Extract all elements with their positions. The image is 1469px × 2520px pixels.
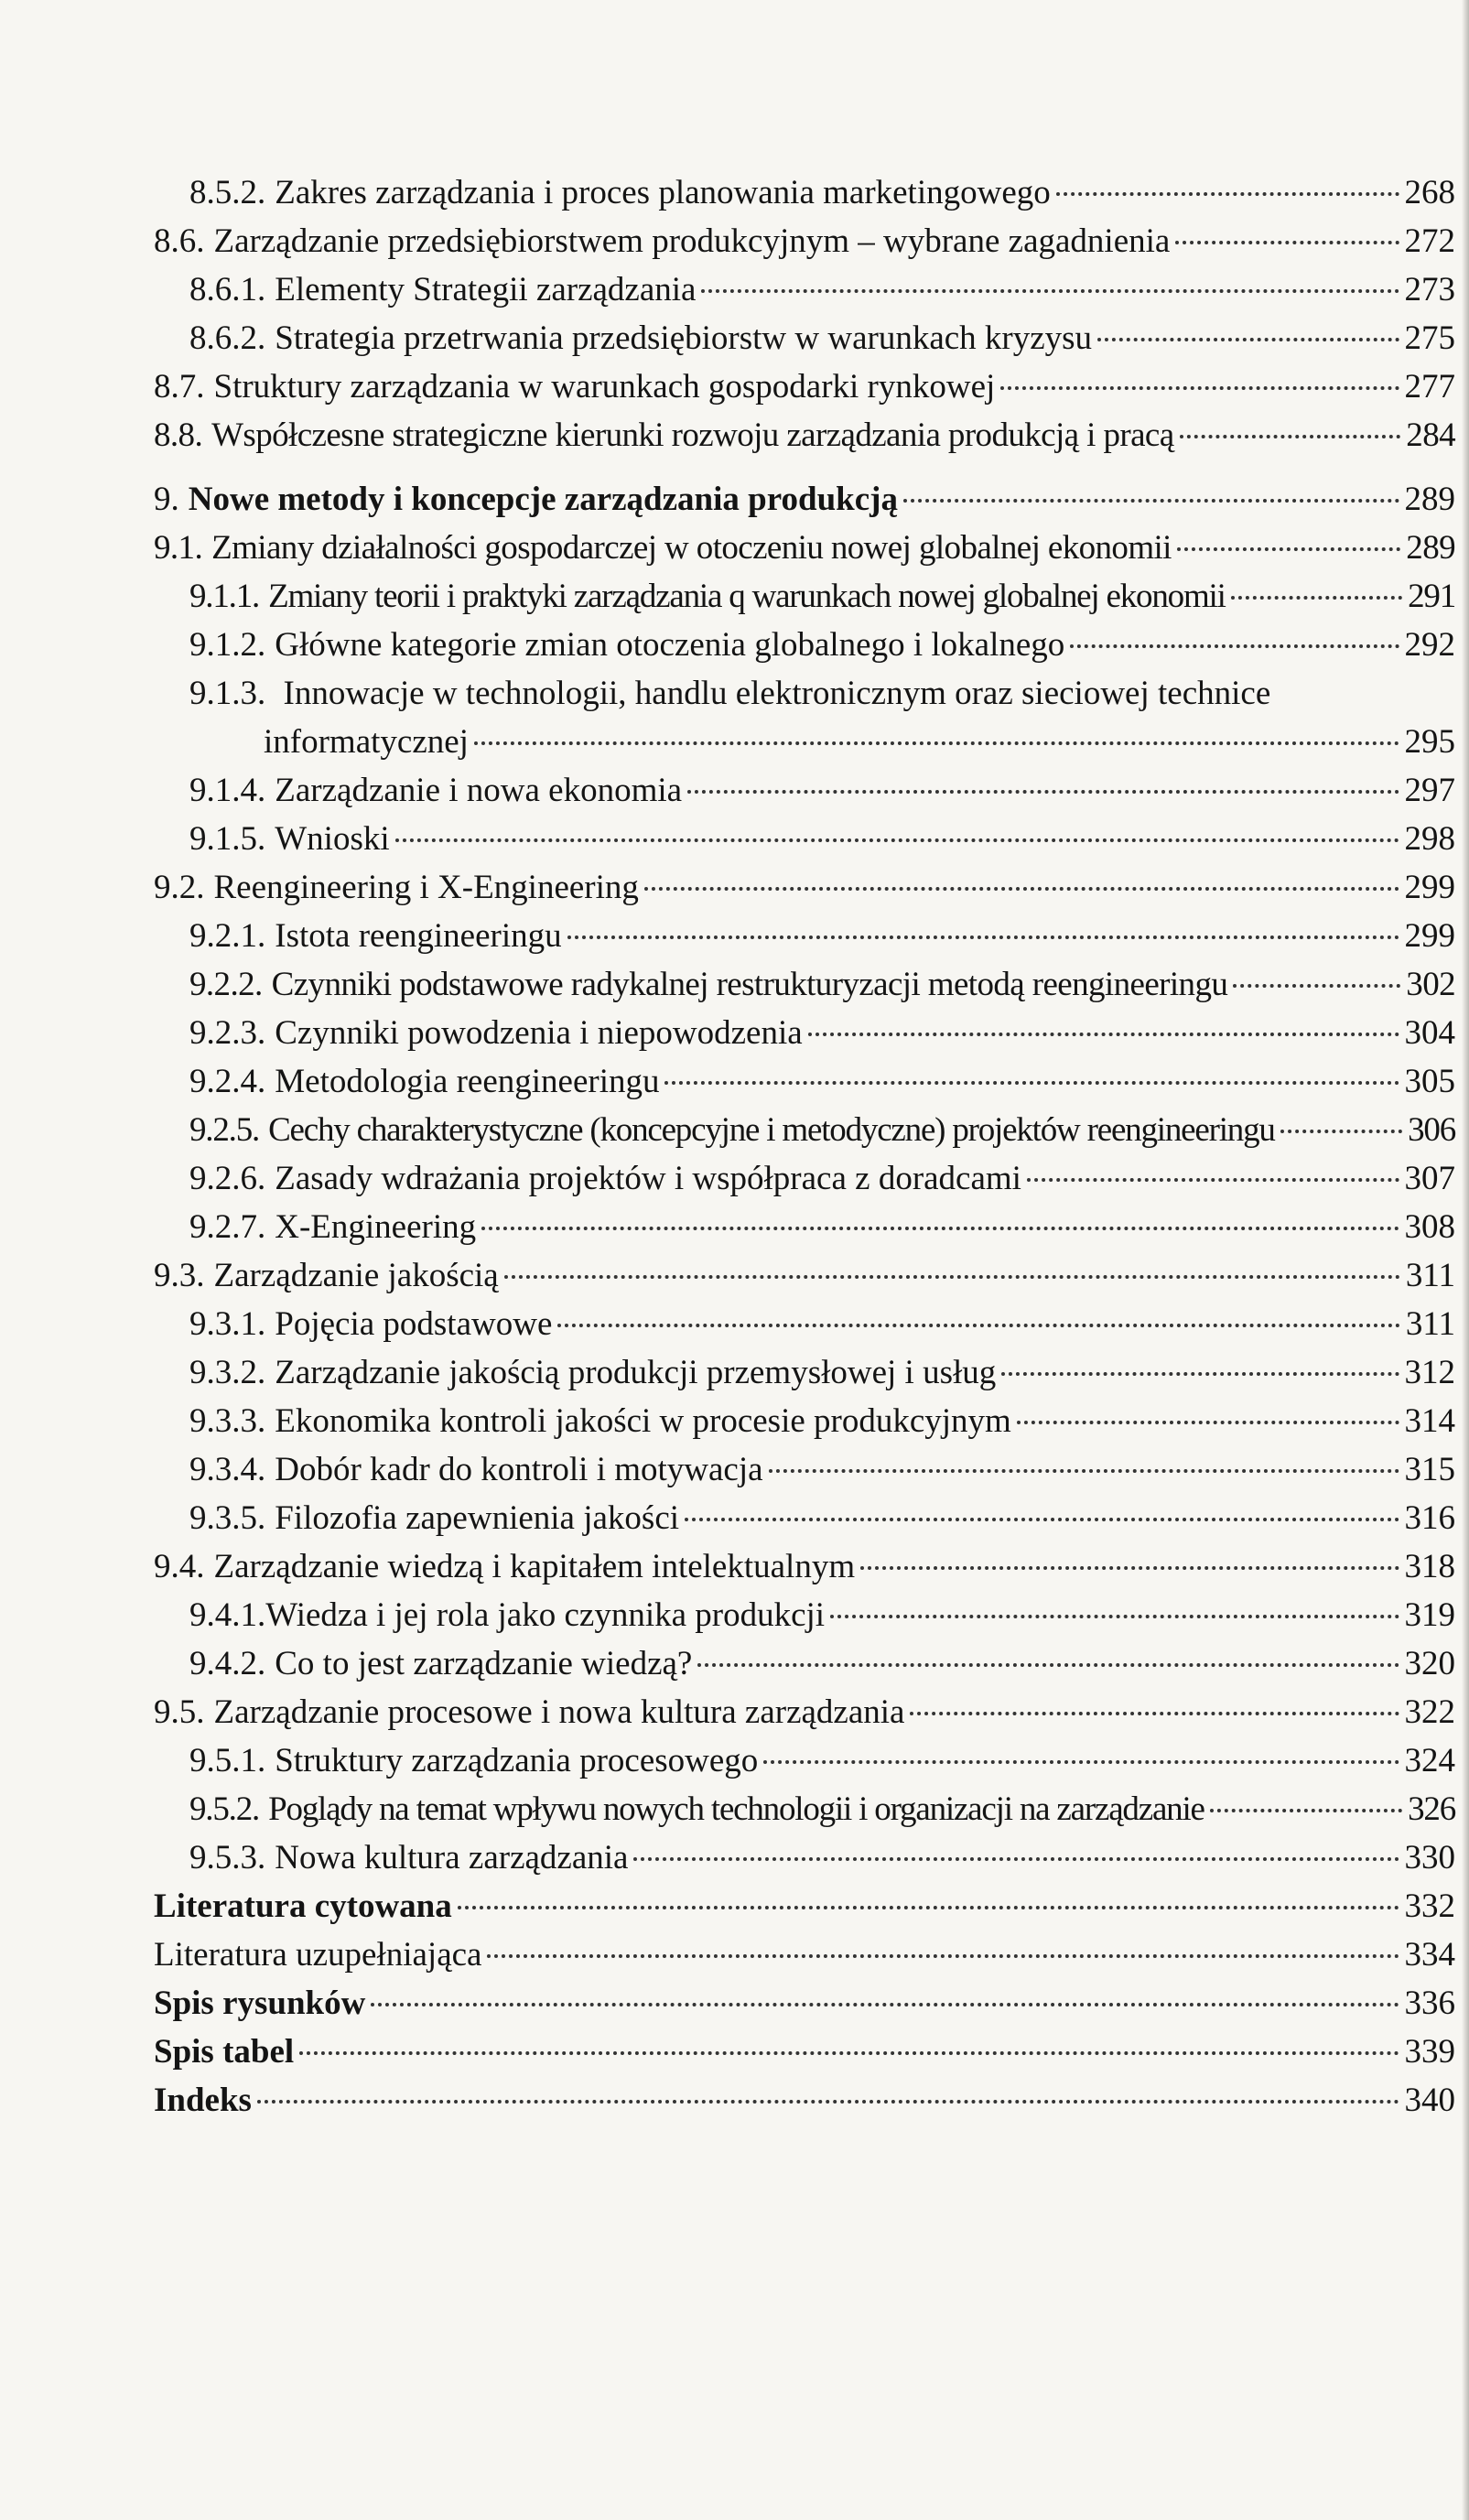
entry-number: 9.1. <box>154 529 203 567</box>
entry-title: Zasady wdrażania projektów i współpraca z doradcami <box>275 1160 1021 1197</box>
toc-entry[interactable] <box>189 1107 1455 1154</box>
toc-entry[interactable] <box>154 1689 1455 1736</box>
entry-title: Zarządzanie przedsiębiorstwem produkcyjnym – wybrane zagadnienia <box>213 222 1171 260</box>
dot-leader <box>763 1760 1399 1764</box>
dot-leader <box>257 2100 1399 2104</box>
dot-leader <box>769 1469 1399 1473</box>
entry-title: Filozofia zapewnienia jakości <box>275 1499 680 1537</box>
toc-chapter-entry[interactable] <box>154 476 1455 524</box>
toc-entry[interactable] <box>189 1592 1455 1639</box>
entry-number: 9.2.6. <box>189 1160 266 1197</box>
entry-page: 326 <box>1408 1790 1455 1828</box>
toc-entry[interactable] <box>154 525 1455 572</box>
entry-page: 315 <box>1404 1451 1455 1488</box>
dot-leader <box>1000 386 1399 390</box>
entry-number: 9.3. <box>154 1257 205 1294</box>
entry-number: 9.1.4. <box>189 772 266 809</box>
dot-leader <box>1180 435 1401 438</box>
entry-number: 9.1.1. <box>189 578 260 615</box>
entry-title: Struktury zarządzania w warunkach gospodarki rynkowej <box>213 368 996 406</box>
entry-title: Zmiany działalności gospodarczej w otoczeniu nowej globalnej ekonomii <box>211 529 1172 567</box>
toc-entry[interactable] <box>154 218 1455 265</box>
entry-number: 9.2.2. <box>189 966 263 1003</box>
toc-entry[interactable] <box>189 816 1455 863</box>
entry-title: Poglądy na temat wpływu nowych technologii i organizacji na zarządzanie <box>268 1790 1204 1828</box>
dot-leader <box>1001 1372 1399 1376</box>
entry-number: 9.2.7. <box>189 1208 266 1246</box>
toc-entry[interactable] <box>154 412 1455 460</box>
entry-number: 9.2.4. <box>189 1063 266 1100</box>
entry-page: 277 <box>1404 368 1455 406</box>
dot-leader <box>299 2051 1399 2055</box>
toc-entry[interactable] <box>189 1834 1455 1882</box>
toc-entry[interactable] <box>189 1204 1455 1251</box>
entry-title: Wiedza i jej rola jako czynnika produkcji <box>265 1596 826 1634</box>
toc-entry-first-line[interactable] <box>189 670 1270 718</box>
dot-leader <box>697 1663 1399 1667</box>
entry-page: 311 <box>1405 1257 1455 1294</box>
toc-backmatter-entry[interactable] <box>154 2028 1455 2076</box>
entry-number: 9.3.1. <box>189 1305 266 1343</box>
toc-entry[interactable] <box>189 767 1455 815</box>
entry-page: 324 <box>1404 1742 1455 1779</box>
toc-entry[interactable] <box>189 1446 1455 1494</box>
entry-title: Zmiany teorii i praktyki zarządzania q warunkach nowej globalnej ekonomii <box>268 578 1226 615</box>
dot-leader <box>1233 984 1400 988</box>
toc-entry[interactable] <box>189 1301 1455 1348</box>
toc-entry[interactable] <box>189 1058 1455 1106</box>
entry-page: 339 <box>1404 2033 1455 2071</box>
toc-entry[interactable] <box>189 1737 1455 1785</box>
entry-title: Reengineering i X-Engineering <box>213 869 639 906</box>
entry-title: Czynniki podstawowe radykalnej restrukturyzacji metodą reengineeringu <box>271 966 1228 1003</box>
entry-title: Strategia przetrwania przedsiębiorstw w warunkach kryzysu <box>275 319 1093 357</box>
dot-leader <box>687 790 1399 794</box>
dot-leader <box>567 936 1399 939</box>
entry-number: 9.3.5. <box>189 1499 266 1537</box>
entry-number: 9.3.4. <box>189 1451 266 1488</box>
entry-number: 9.2.3. <box>189 1014 266 1052</box>
dot-leader <box>860 1566 1399 1570</box>
toc-entry[interactable] <box>189 315 1455 362</box>
entry-page: 319 <box>1404 1596 1455 1634</box>
entry-number: 9.5. <box>154 1693 205 1731</box>
entry-page: 314 <box>1404 1402 1455 1440</box>
dot-leader <box>1027 1178 1399 1182</box>
dot-leader <box>1070 644 1399 648</box>
toc-entry[interactable] <box>189 1349 1455 1397</box>
entry-page: 275 <box>1404 319 1455 357</box>
entry-page: 292 <box>1404 626 1455 664</box>
entry-title: Literatura cytowana <box>154 1887 452 1925</box>
entry-title: Spis rysunków <box>154 1985 366 2022</box>
entry-page: 316 <box>1404 1499 1455 1537</box>
entry-title: Czynniki powodzenia i niepowodzenia <box>275 1014 803 1052</box>
entry-page: 289 <box>1406 529 1455 567</box>
entry-page: 297 <box>1404 772 1455 809</box>
entry-page: 302 <box>1406 966 1455 1003</box>
entry-page: 304 <box>1404 1014 1455 1052</box>
entry-number: 9.1.3. <box>189 675 266 712</box>
entry-page: 306 <box>1408 1111 1455 1149</box>
toc-backmatter-entry[interactable] <box>154 1980 1455 2028</box>
entry-page: 311 <box>1405 1305 1455 1343</box>
entry-page: 340 <box>1404 2082 1455 2119</box>
toc-entry[interactable] <box>154 363 1455 411</box>
dot-leader <box>474 741 1399 745</box>
entry-number: 8.8. <box>154 416 203 454</box>
toc-entry[interactable] <box>154 1543 1455 1591</box>
toc-entry[interactable] <box>189 1398 1455 1445</box>
toc-entry[interactable] <box>189 169 1455 217</box>
toc-entry[interactable] <box>189 266 1455 314</box>
entry-title: Metodologia reengineeringu <box>275 1063 660 1100</box>
entry-page: 318 <box>1404 1548 1455 1585</box>
toc-backmatter-entry[interactable] <box>154 1883 1455 1931</box>
entry-title: Zarządzanie wiedzą i kapitałem intelektualnym <box>213 1548 856 1585</box>
dot-leader <box>458 1906 1399 1909</box>
entry-title: Zarządzanie procesowe i nowa kultura zarządzania <box>213 1693 905 1731</box>
dot-leader <box>1231 596 1402 600</box>
entry-page: 289 <box>1404 481 1455 518</box>
dot-leader <box>633 1857 1399 1861</box>
entry-page: 320 <box>1404 1645 1455 1682</box>
entry-number: 9.3.2. <box>189 1354 266 1391</box>
entry-number: 9.1.5. <box>189 820 266 858</box>
dot-leader <box>504 1275 1400 1279</box>
toc-entry[interactable] <box>189 1786 1455 1833</box>
entry-title: Co to jest zarządzanie wiedzą? <box>275 1645 693 1682</box>
entry-title: X-Engineering <box>275 1208 477 1246</box>
entry-number: 8.7. <box>154 368 205 406</box>
entry-number: 8.5.2. <box>189 174 266 211</box>
toc-entry[interactable] <box>154 1252 1455 1300</box>
entry-title: Zarządzanie jakością <box>213 1257 499 1294</box>
entry-title: Nowe metody i koncepcje zarządzania produkcją <box>188 481 898 518</box>
entry-title: Zarządzanie i nowa ekonomia <box>275 772 683 809</box>
dot-leader <box>1017 1421 1399 1424</box>
dot-leader <box>1175 241 1399 244</box>
entry-title: Ekonomika kontroli jakości w procesie produkcyjnym <box>275 1402 1011 1440</box>
entry-page: 322 <box>1404 1693 1455 1731</box>
entry-title: Współczesne strategiczne kierunki rozwoju zarządzania produkcją i pracą <box>211 416 1174 454</box>
entry-number: 9.3.3. <box>189 1402 266 1440</box>
toc-entry[interactable] <box>189 1495 1455 1542</box>
entry-page: 307 <box>1404 1160 1455 1197</box>
page-edge-shadow <box>1462 0 1469 2520</box>
entry-page: 305 <box>1404 1063 1455 1100</box>
toc-entry[interactable] <box>189 913 1455 960</box>
entry-title: Istota reengineeringu <box>275 917 562 955</box>
entry-page: 312 <box>1404 1354 1455 1391</box>
entry-page: 308 <box>1404 1208 1455 1246</box>
entry-number: 9.4.1. <box>189 1596 266 1634</box>
toc-backmatter-entry[interactable] <box>154 2077 1455 2125</box>
entry-number: 9.1.2. <box>189 626 266 664</box>
entry-title: Indeks <box>154 2082 252 2119</box>
entry-number: 9.5.3. <box>189 1839 266 1876</box>
entry-number: 9.2.5. <box>189 1111 260 1149</box>
entry-number: 9.2. <box>154 869 205 906</box>
entry-page: 334 <box>1404 1936 1455 1974</box>
entry-page: 273 <box>1404 271 1455 308</box>
dot-leader <box>557 1324 1399 1327</box>
entry-page: 284 <box>1406 416 1455 454</box>
entry-title: Zakres zarządzania i proces planowania marketingowego <box>275 174 1051 211</box>
entry-page: 272 <box>1404 222 1455 260</box>
dot-leader <box>830 1615 1399 1618</box>
dot-leader <box>808 1033 1399 1036</box>
dot-leader <box>910 1712 1399 1715</box>
toc-entry[interactable] <box>189 1640 1455 1688</box>
toc-entry[interactable] <box>189 1155 1455 1203</box>
entry-number: 8.6.2. <box>189 319 266 357</box>
dot-leader <box>664 1081 1399 1085</box>
entry-title: Nowa kultura zarządzania <box>275 1839 629 1876</box>
toc-entry-continuation[interactable] <box>264 719 1455 766</box>
entry-number: 9.2.1. <box>189 917 266 955</box>
entry-number: 8.6. <box>154 222 205 260</box>
entry-number: 9.5.1. <box>189 1742 266 1779</box>
entry-number: 9.4. <box>154 1548 205 1585</box>
entry-page: 291 <box>1408 578 1455 615</box>
entry-page: 268 <box>1404 174 1455 211</box>
entry-title: Literatura uzupełniająca <box>154 1936 482 1974</box>
toc-entry[interactable] <box>189 622 1455 669</box>
dot-leader <box>685 1518 1399 1521</box>
dot-leader <box>1056 192 1399 196</box>
dot-leader <box>701 289 1399 293</box>
dot-leader <box>395 838 1399 842</box>
entry-number: 8.6.1. <box>189 271 266 308</box>
entry-number: 9.5.2. <box>189 1790 260 1828</box>
entry-number: 9.4.2. <box>189 1645 266 1682</box>
dot-leader <box>371 2003 1399 2006</box>
dot-leader <box>903 499 1399 503</box>
entry-page: 330 <box>1404 1839 1455 1876</box>
entry-page: 298 <box>1404 820 1455 858</box>
entry-page: 299 <box>1404 869 1455 906</box>
entry-title: Pojęcia podstawowe <box>275 1305 553 1343</box>
dot-leader <box>487 1954 1399 1958</box>
dot-leader <box>1280 1130 1402 1133</box>
entry-title: Zarządzanie jakością produkcji przemysłowej i usług <box>275 1354 997 1391</box>
entry-page: 299 <box>1404 917 1455 955</box>
dot-leader <box>481 1227 1399 1230</box>
entry-title: Wnioski <box>275 820 390 858</box>
entry-page: 295 <box>1404 723 1455 761</box>
entry-title: Elementy Strategii zarządzania <box>275 271 697 308</box>
entry-title: Struktury zarządzania procesowego <box>275 1742 759 1779</box>
entry-title: Cechy charakterystyczne (koncepcyjne i metodyczne) projektów reengineeringu <box>268 1111 1275 1149</box>
entry-title: Innowacje w technologii, handlu elektronicznym oraz sieciowej technice <box>283 675 1271 712</box>
toc-entry[interactable] <box>189 1010 1455 1057</box>
entry-title: Dobór kadr do kontroli i motywacja <box>275 1451 763 1488</box>
entry-page: 332 <box>1404 1887 1455 1925</box>
toc-entry[interactable] <box>189 573 1455 621</box>
entry-page: 336 <box>1404 1985 1455 2022</box>
toc-entry[interactable] <box>154 864 1455 912</box>
entry-title-continuation: informatycznej <box>264 723 469 761</box>
entry-number: 9. <box>154 481 179 518</box>
dot-leader <box>644 887 1399 891</box>
dot-leader <box>1177 547 1400 551</box>
dot-leader <box>1210 1809 1402 1812</box>
toc-entry[interactable] <box>189 961 1455 1009</box>
toc-backmatter-entry[interactable] <box>154 1931 1455 1979</box>
entry-title: Główne kategorie zmian otoczenia globalnego i lokalnego <box>275 626 1065 664</box>
entry-title: Spis tabel <box>154 2033 295 2071</box>
dot-leader <box>1097 338 1399 341</box>
